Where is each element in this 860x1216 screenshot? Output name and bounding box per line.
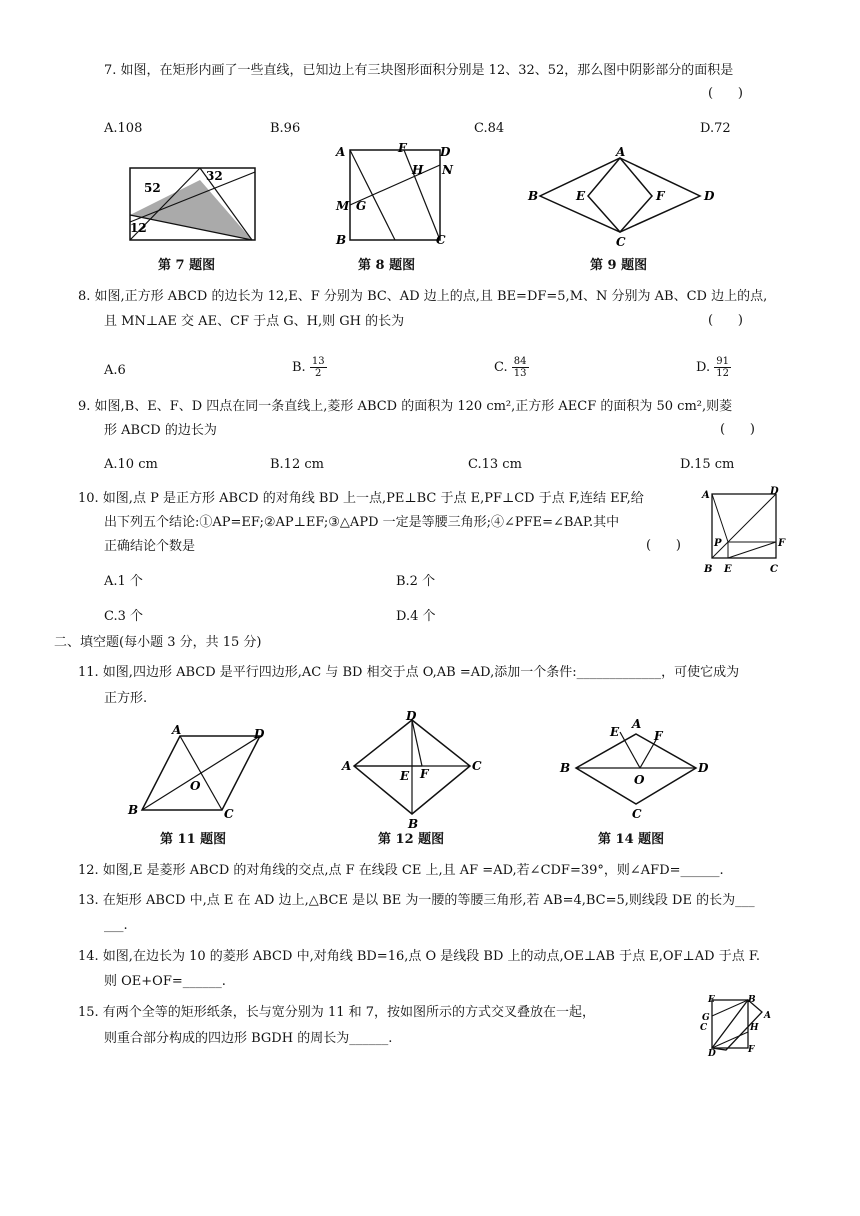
caption-fig9: 第 9 题图 xyxy=(590,258,648,273)
fig8-point-c: C xyxy=(436,233,446,247)
q10-option-a: A.1 个 xyxy=(104,574,143,589)
caption-fig14: 第 14 题图 xyxy=(598,832,665,847)
fig7-label-32: 32 xyxy=(206,169,223,183)
fig8-point-a: A xyxy=(336,145,346,159)
fig8-point-b: B xyxy=(336,233,347,247)
q11-text-line1: 11. 如图,四边形 ABCD 是平行四边形,AC 与 BD 相交于点 O,AB =AD,添加一个条件:_____________，可使它成为 xyxy=(78,665,740,680)
q10-option-b: B.2 个 xyxy=(396,574,436,589)
q14-text-line2: 则 OE+OF=______. xyxy=(104,974,226,989)
fig15-point-e: E xyxy=(708,995,715,1005)
figure-14 xyxy=(556,710,716,820)
q15-text-line1: 15. 有两个全等的矩形纸条，长与宽分别为 11 和 7，按如图所示的方式交叉叠放在一起， xyxy=(78,1005,596,1020)
q8-option-b-letter: B. xyxy=(292,360,306,375)
fig7-label-12: 12 xyxy=(130,221,147,235)
q8-text-line1: 8. 如图,正方形 ABCD 的边长为 12,E、F 分别为 BC、AD 边上的点,且 BE=DF=5,M、N 分别为 AB、CD 边上的点, xyxy=(78,289,768,304)
section-fill-in-heading: 二、填空题(每小题 3 分，共 15 分) xyxy=(54,635,262,650)
fig14-point-c: C xyxy=(632,807,642,820)
q7-option-d: D.72 xyxy=(700,121,731,136)
fig12-point-f: F xyxy=(420,767,429,781)
figure-9 xyxy=(520,144,720,249)
fig12-point-c: C xyxy=(472,759,482,773)
q13-text-line2: ___. xyxy=(104,918,128,933)
q7-option-a: A.108 xyxy=(104,121,143,136)
fig9-point-b: B xyxy=(528,189,539,203)
q7-option-c: C.84 xyxy=(474,121,505,136)
q10-text-line1: 10. 如图,点 P 是正方形 ABCD 的对角线 BD 上一点,PE⊥BC 于点 E,PF⊥CD 于点 F,连结 EF,给 xyxy=(78,491,644,506)
fig11-point-c: C xyxy=(224,807,234,821)
fig15-point-b: B xyxy=(748,995,756,1005)
q8-text-line2: 且 MN⊥AE 交 AE、CF 于点 G、H,则 GH 的长为 xyxy=(104,314,405,329)
q7-text: 7. 如图，在矩形内画了一些直线，已知边上有三块图形面积分别是 12、32、52，那么图中阴影部分的面积是 xyxy=(104,63,734,78)
fig12-point-a: A xyxy=(342,759,352,773)
q10-text-line2: 出下列五个结论:①AP=EF;②AP⊥EF;③△APD 一定是等腰三角形;④∠PFE=∠BAP.其中 xyxy=(104,515,620,530)
q8-option-d-fraction: $\frac{91}{12}$ xyxy=(716,356,729,379)
fig10-point-c: C xyxy=(770,564,778,575)
fig9-point-f: F xyxy=(656,189,665,203)
q12-text: 12. 如图,E 是菱形 ABCD 的对角线的交点,点 F 在线段 CE 上,且 AF =AD,若∠CDF=39°，则∠AFD=______. xyxy=(78,863,724,878)
fig8-point-n: N xyxy=(442,163,453,177)
fig14-point-a: A xyxy=(632,717,642,731)
q8-option-c-fraction: $\frac{84}{13}$ xyxy=(513,356,527,379)
q10-option-c: C.3 个 xyxy=(104,609,144,624)
fig12-point-d: D xyxy=(406,709,417,723)
fig8-point-m: M xyxy=(336,199,350,213)
q9-option-d: D.15 cm xyxy=(680,457,735,472)
fig14-rhombus xyxy=(576,734,696,804)
q10-answer-paren: ( ) xyxy=(646,538,681,553)
fig10-point-d: D xyxy=(770,486,779,497)
fig8-point-h: H xyxy=(412,163,424,177)
figure-8 xyxy=(330,140,460,250)
fig10-point-p: P xyxy=(714,538,722,549)
fig8-point-g: G xyxy=(356,199,367,213)
q10-text-line3: 正确结论个数是 xyxy=(104,539,196,554)
q8-option-b xyxy=(292,356,327,379)
q15-text-line2: 则重合部分构成的四边形 BGDH 的周长为______. xyxy=(104,1031,393,1046)
fig11-point-d: D xyxy=(254,727,265,741)
fig10-point-e: E xyxy=(724,564,732,575)
figure-7 xyxy=(120,160,265,250)
figure-10 xyxy=(700,484,792,576)
q7-option-b: B.96 xyxy=(270,121,301,136)
caption-fig7: 第 7 题图 xyxy=(158,258,216,273)
fig14-point-e: E xyxy=(610,725,620,739)
figure-11 xyxy=(122,722,272,822)
fig15-point-c: C xyxy=(700,1023,708,1033)
fig9-point-a: A xyxy=(616,145,626,159)
q8-option-d-letter: D. xyxy=(696,360,711,375)
caption-fig12: 第 12 题图 xyxy=(378,832,445,847)
q13-text-line1: 13. 在矩形 ABCD 中,点 E 在 AD 边上,△BCE 是以 BE 为一腰的等腰三角形,若 AB=4,BC=5,则线段 DE 的长为___ xyxy=(78,893,755,908)
fig15-point-a: A xyxy=(764,1011,771,1021)
q9-option-b: B.12 cm xyxy=(270,457,324,472)
fig10-point-b: B xyxy=(704,564,713,575)
fig7-label-52: 52 xyxy=(144,181,161,195)
fig8-point-d: D xyxy=(440,145,451,159)
fig9-point-d: D xyxy=(704,189,715,203)
q10-option-d: D.4 个 xyxy=(396,609,436,624)
q8-option-a: A.6 xyxy=(104,363,126,378)
fig8-point-f: F xyxy=(398,141,407,155)
fig14-point-f: F xyxy=(654,729,663,743)
fig14-point-b: B xyxy=(560,761,571,775)
fig11-point-o: O xyxy=(190,779,201,793)
q7-answer-paren: ( ) xyxy=(708,86,743,101)
fig12-point-b: B xyxy=(408,817,419,828)
q8-answer-paren: ( ) xyxy=(708,313,743,328)
figure-15 xyxy=(696,994,788,1056)
q8-option-d xyxy=(696,356,731,379)
fig8-square xyxy=(350,150,440,240)
fig15-point-f: F xyxy=(748,1045,755,1055)
q9-answer-paren: ( ) xyxy=(720,422,755,437)
q9-text-line2: 形 ABCD 的边长为 xyxy=(104,423,217,438)
fig10-point-f: F xyxy=(778,538,786,549)
caption-fig8: 第 8 题图 xyxy=(358,258,416,273)
fig9-rhombus xyxy=(540,158,700,232)
q8-option-c xyxy=(494,356,529,379)
q9-text-line1: 9. 如图,B、E、F、D 四点在同一条直线上,菱形 ABCD 的面积为 120 cm²,正方形 AECF 的面积为 50 cm²,则菱 xyxy=(78,399,733,414)
fig14-point-o: O xyxy=(634,773,645,787)
q8-option-b-fraction: $\frac{13}{2}$ xyxy=(311,356,325,379)
fig11-point-b: B xyxy=(128,803,139,817)
q9-option-a: A.10 cm xyxy=(104,457,158,472)
fig15-point-g: G xyxy=(702,1013,710,1023)
fig10-point-a: A xyxy=(702,490,710,501)
caption-fig11: 第 11 题图 xyxy=(160,832,227,847)
fig14-point-d: D xyxy=(698,761,709,775)
q8-option-c-letter: C. xyxy=(494,360,508,375)
q14-text-line1: 14. 如图,在边长为 10 的菱形 ABCD 中,对角线 BD=16,点 O 是线段 BD 上的动点,OE⊥AB 于点 E,OF⊥AD 于点 F. xyxy=(78,949,760,964)
fig12-point-e: E xyxy=(400,769,410,783)
q11-text-line2: 正方形. xyxy=(104,691,148,706)
fig15-point-d: D xyxy=(708,1049,716,1056)
fig15-point-h: H xyxy=(750,1023,759,1033)
figure-12 xyxy=(338,708,488,828)
fig9-point-c: C xyxy=(616,235,626,249)
fig11-point-a: A xyxy=(172,723,182,737)
q9-option-c: C.13 cm xyxy=(468,457,522,472)
fig9-point-e: E xyxy=(576,189,586,203)
